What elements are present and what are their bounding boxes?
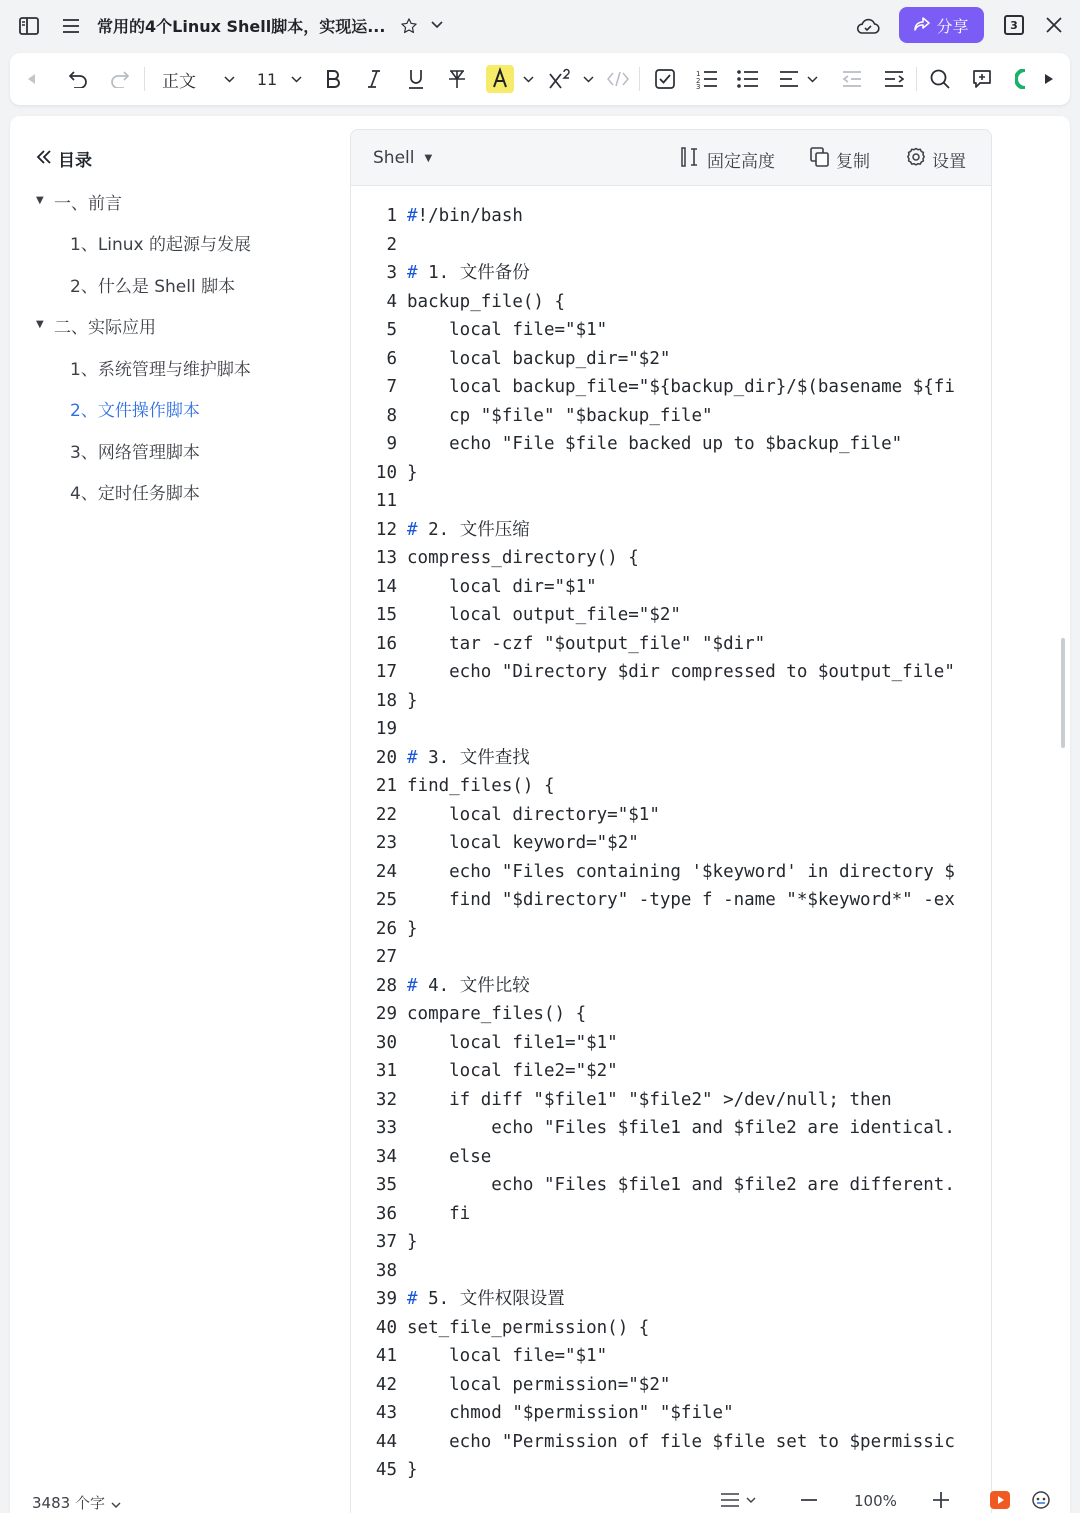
svg-text:3: 3 (696, 83, 701, 89)
line-content: compare_files() { (407, 1004, 587, 1024)
line-number: 23 (375, 833, 397, 853)
toc-item-preface[interactable]: 一、前言 (54, 194, 122, 214)
line-number: 18 (375, 690, 397, 711)
code-line[interactable] (351, 744, 991, 773)
line-number: 29 (375, 1004, 397, 1024)
line-content: set_file_permission() { (407, 1317, 650, 1338)
code-line[interactable] (351, 972, 991, 1001)
menu-icon[interactable] (60, 15, 82, 37)
svg-text:2: 2 (696, 77, 701, 85)
code-line[interactable] (351, 459, 991, 488)
code-line[interactable] (351, 345, 991, 374)
line-number: 13 (375, 548, 397, 568)
line-number: 24 (375, 861, 397, 882)
line-number: 38 (375, 1260, 397, 1281)
line-number: 4 (386, 291, 397, 312)
line-content: cp "$file" "$backup_file" (407, 405, 713, 426)
line-number: 21 (375, 776, 397, 796)
chevron-down-icon[interactable] (430, 17, 444, 33)
line-content: local backup_file="${backup_dir}/$(basename ${fi (407, 377, 955, 397)
code-line[interactable] (351, 1371, 991, 1400)
code-line[interactable] (351, 658, 991, 687)
word-count-label: 3483 个字 (32, 1494, 105, 1512)
code-line[interactable] (351, 231, 991, 260)
checkbox-list-icon[interactable] (653, 53, 677, 105)
code-line[interactable] (351, 516, 991, 545)
line-number: 37 (375, 1232, 397, 1252)
line-number: 31 (375, 1061, 397, 1081)
word-count[interactable] (32, 1492, 121, 1513)
line-content: local dir="$1" (407, 576, 597, 597)
code-line[interactable] (351, 1428, 991, 1457)
title-bar (0, 0, 1080, 52)
ordered-list-icon[interactable] (695, 53, 719, 105)
strikethrough-icon[interactable] (445, 53, 469, 105)
add-comment-icon[interactable] (970, 53, 994, 105)
code-line[interactable] (351, 487, 991, 516)
line-content: # 5. 文件权限设置 (407, 1289, 565, 1309)
line-number: 34 (375, 1146, 397, 1167)
code-line[interactable] (351, 1257, 991, 1286)
line-number: 11 (375, 491, 397, 511)
chevron-down-icon[interactable] (805, 53, 819, 105)
scroll-left-icon[interactable] (24, 53, 40, 105)
star-icon[interactable] (399, 16, 419, 36)
line-content: echo "Directory $dir compressed to $output_file" (407, 662, 955, 682)
chevron-down-icon[interactable] (521, 53, 535, 105)
line-number: 41 (375, 1346, 397, 1366)
line-number: 40 (375, 1317, 397, 1338)
line-number: 15 (375, 605, 397, 625)
code-line[interactable] (351, 1228, 991, 1257)
line-content: local directory="$1" (407, 804, 660, 825)
settings-label: 设置 (932, 152, 966, 172)
code-line[interactable] (351, 1057, 991, 1086)
assistant-avatar-icon[interactable] (1031, 1490, 1051, 1510)
code-line[interactable] (351, 1342, 991, 1371)
code-line[interactable] (351, 1314, 991, 1343)
line-number: 27 (375, 947, 397, 967)
undo-icon[interactable] (65, 53, 91, 105)
line-number: 5 (386, 320, 397, 340)
language-label: Shell (373, 148, 415, 168)
zoom-level[interactable]: 100% (854, 1492, 897, 1510)
line-number: 28 (375, 975, 397, 996)
line-number: 7 (386, 377, 397, 397)
line-number: 14 (375, 576, 397, 597)
toc-item-network[interactable]: 3、网络管理脚本 (70, 443, 200, 463)
font-size-select[interactable]: 11 (256, 69, 278, 89)
copy-label: 复制 (836, 152, 870, 172)
zoom-in-icon[interactable] (932, 1491, 950, 1509)
code-line[interactable] (351, 687, 991, 716)
bullet-list-icon[interactable] (736, 53, 760, 105)
italic-icon[interactable] (362, 53, 386, 105)
code-line[interactable] (351, 858, 991, 887)
code-line[interactable] (351, 630, 991, 659)
line-content: find "$directory" -type f -name "*$keyword*" -ex (407, 890, 955, 910)
line-number: 9 (386, 434, 397, 454)
line-content: # 2. 文件压缩 (407, 519, 530, 540)
line-content: backup_file() { (407, 291, 566, 312)
code-line[interactable] (351, 1000, 991, 1029)
document-title[interactable]: 常用的4个Linux Shell脚本，实现运... (97, 17, 386, 36)
caret-down-icon[interactable]: ▼ (36, 319, 44, 330)
line-content: chmod "$permission" "$file" (407, 1403, 734, 1423)
code-line[interactable] (351, 715, 991, 744)
format-toolbar (10, 53, 1070, 105)
line-content: local file1="$1" (407, 1032, 618, 1053)
toc-item-shell-script[interactable]: 2、什么是 Shell 脚本 (70, 277, 236, 297)
indent-icon[interactable] (882, 53, 906, 105)
scrollbar[interactable] (1061, 638, 1065, 748)
toc-item-system-admin[interactable]: 1、系统管理与维护脚本 (70, 360, 251, 380)
code-block-header (351, 130, 991, 186)
line-content: else (407, 1146, 492, 1167)
line-content: local file="$1" (407, 1346, 608, 1366)
line-content: # 3. 文件查找 (407, 747, 530, 768)
language-select[interactable] (373, 148, 432, 168)
code-line[interactable] (351, 829, 991, 858)
toc-item-cron[interactable]: 4、定时任务脚本 (70, 484, 200, 504)
code-line[interactable] (351, 1143, 991, 1172)
line-content: find_files() { (407, 776, 555, 796)
fixed-height-label: 固定高度 (707, 152, 775, 172)
code-line[interactable] (351, 1456, 991, 1485)
chevron-down-icon (111, 1494, 121, 1512)
toolbar-divider (639, 67, 640, 91)
outdent-icon[interactable] (840, 53, 864, 105)
copy-button[interactable] (810, 147, 870, 172)
settings-button[interactable] (906, 147, 966, 172)
assistant-icon[interactable] (1014, 53, 1028, 105)
line-content: # 4. 文件比较 (407, 975, 530, 996)
code-line[interactable] (351, 544, 991, 573)
superscript-icon[interactable] (547, 53, 573, 105)
line-number: 43 (375, 1403, 397, 1423)
caret-down-icon: ▼ (424, 152, 433, 164)
chevron-down-icon[interactable] (581, 53, 595, 105)
line-number: 36 (375, 1203, 397, 1224)
gear-icon (906, 147, 926, 172)
chevron-down-icon[interactable] (222, 53, 236, 105)
line-number: 19 (375, 719, 397, 739)
line-number: 26 (375, 918, 397, 939)
code-line[interactable] (351, 1399, 991, 1428)
line-number: 1 (386, 206, 397, 226)
code-line[interactable] (351, 288, 991, 317)
code-line[interactable] (351, 601, 991, 630)
line-content: local output_file="$2" (407, 605, 681, 625)
line-content: tar -czf "$output_file" "$dir" (407, 633, 766, 654)
code-line[interactable] (351, 402, 991, 431)
line-content: echo "Permission of file $file set to $permissic (407, 1431, 955, 1452)
page-count-badge[interactable]: 3 (1004, 15, 1024, 35)
code-line[interactable] (351, 943, 991, 972)
line-content: compress_directory() { (407, 548, 639, 568)
code-line[interactable] (351, 886, 991, 915)
code-line[interactable] (351, 1086, 991, 1115)
video-icon[interactable] (990, 1491, 1010, 1509)
toc-heading[interactable] (36, 146, 92, 171)
line-content: } (407, 1460, 418, 1480)
line-content: local file2="$2" (407, 1061, 618, 1081)
line-number: 33 (375, 1118, 397, 1138)
line-content: echo "Files $file1 and $file2 are identical. (407, 1118, 955, 1138)
sidebar-toggle-icon[interactable] (18, 15, 40, 37)
toolbar-divider (916, 67, 917, 91)
share-button[interactable] (899, 7, 984, 43)
line-number: 22 (375, 804, 397, 825)
line-number: 45 (375, 1460, 397, 1480)
line-content: echo "Files $file1 and $file2 are different. (407, 1175, 955, 1195)
line-number: 6 (386, 348, 397, 369)
cloud-sync-icon[interactable] (855, 14, 881, 38)
line-number: 2 (386, 234, 397, 255)
chevron-down-icon[interactable] (289, 53, 303, 105)
status-bar (0, 1487, 1080, 1513)
code-line[interactable] (351, 202, 991, 231)
line-content: } (407, 918, 418, 939)
fixed-height-icon (681, 147, 701, 172)
toc-item-practical[interactable]: 二、实际应用 (54, 318, 156, 338)
page-view-icon[interactable] (720, 1492, 756, 1508)
fixed-height-button[interactable] (681, 147, 775, 172)
line-content: echo "File $file backed up to $backup_file" (407, 434, 903, 454)
code-line[interactable] (351, 772, 991, 801)
scroll-right-icon[interactable] (1042, 53, 1056, 105)
line-content: echo "Files containing '$keyword' in directory $ (407, 861, 955, 882)
code-line[interactable] (351, 915, 991, 944)
paragraph-style-select[interactable]: 正文 (162, 71, 196, 92)
line-content: if diff "$file1" "$file2" >/dev/null; then (407, 1089, 892, 1110)
line-number: 20 (375, 747, 397, 768)
code-line[interactable] (351, 573, 991, 602)
line-content: # 1. 文件备份 (407, 263, 530, 283)
code-line[interactable] (351, 259, 991, 288)
underline-icon[interactable] (404, 53, 428, 105)
code-line[interactable] (351, 1171, 991, 1200)
code-line[interactable] (351, 1200, 991, 1229)
line-content: } (407, 462, 418, 483)
close-icon[interactable] (1044, 15, 1064, 35)
code-line[interactable] (351, 316, 991, 345)
toc-heading-label: 目录 (58, 151, 92, 171)
search-icon[interactable] (928, 53, 952, 105)
line-number: 8 (386, 405, 397, 426)
line-content: local file="$1" (407, 320, 608, 340)
line-number: 16 (375, 633, 397, 654)
code-line[interactable] (351, 1285, 991, 1314)
code-line[interactable] (351, 1029, 991, 1058)
text-highlight-icon[interactable] (486, 53, 514, 105)
line-number: 3 (386, 263, 397, 283)
document-panel (10, 116, 1070, 1513)
line-number: 30 (375, 1032, 397, 1053)
collapse-toc-icon[interactable] (36, 149, 52, 169)
line-content: local keyword="$2" (407, 833, 639, 853)
line-number: 25 (375, 890, 397, 910)
copy-icon (810, 147, 830, 172)
line-content: } (407, 1232, 418, 1252)
share-icon (914, 16, 930, 35)
caret-down-icon[interactable]: ▼ (36, 195, 44, 206)
share-label: 分享 (936, 16, 969, 36)
align-icon[interactable] (778, 53, 800, 105)
code-line[interactable] (351, 801, 991, 830)
toc-item-linux-origin[interactable]: 1、Linux 的起源与发展 (70, 235, 252, 255)
bold-icon[interactable] (321, 53, 345, 105)
line-content: local permission="$2" (407, 1374, 671, 1395)
line-content: } (407, 690, 418, 711)
code-line[interactable] (351, 373, 991, 402)
code-line[interactable] (351, 430, 991, 459)
toolbar-divider (144, 67, 145, 91)
line-number: 17 (375, 662, 397, 682)
code-block[interactable] (350, 129, 992, 1513)
inline-code-icon[interactable] (606, 53, 630, 105)
line-number: 44 (375, 1431, 397, 1452)
line-content: fi (407, 1203, 471, 1224)
redo-icon[interactable] (107, 53, 133, 105)
line-number: 32 (375, 1089, 397, 1110)
line-number: 10 (375, 462, 397, 483)
line-number: 12 (375, 519, 397, 540)
line-number: 42 (375, 1374, 397, 1395)
line-number: 39 (375, 1289, 397, 1309)
zoom-out-icon[interactable] (800, 1491, 818, 1509)
line-number: 35 (375, 1175, 397, 1195)
toc-item-file-ops[interactable]: 2、文件操作脚本 (70, 401, 200, 421)
svg-text:1: 1 (696, 70, 701, 78)
code-line[interactable] (351, 1114, 991, 1143)
line-content: local backup_dir="$2" (407, 348, 671, 369)
line-content: #!/bin/bash (407, 206, 523, 226)
